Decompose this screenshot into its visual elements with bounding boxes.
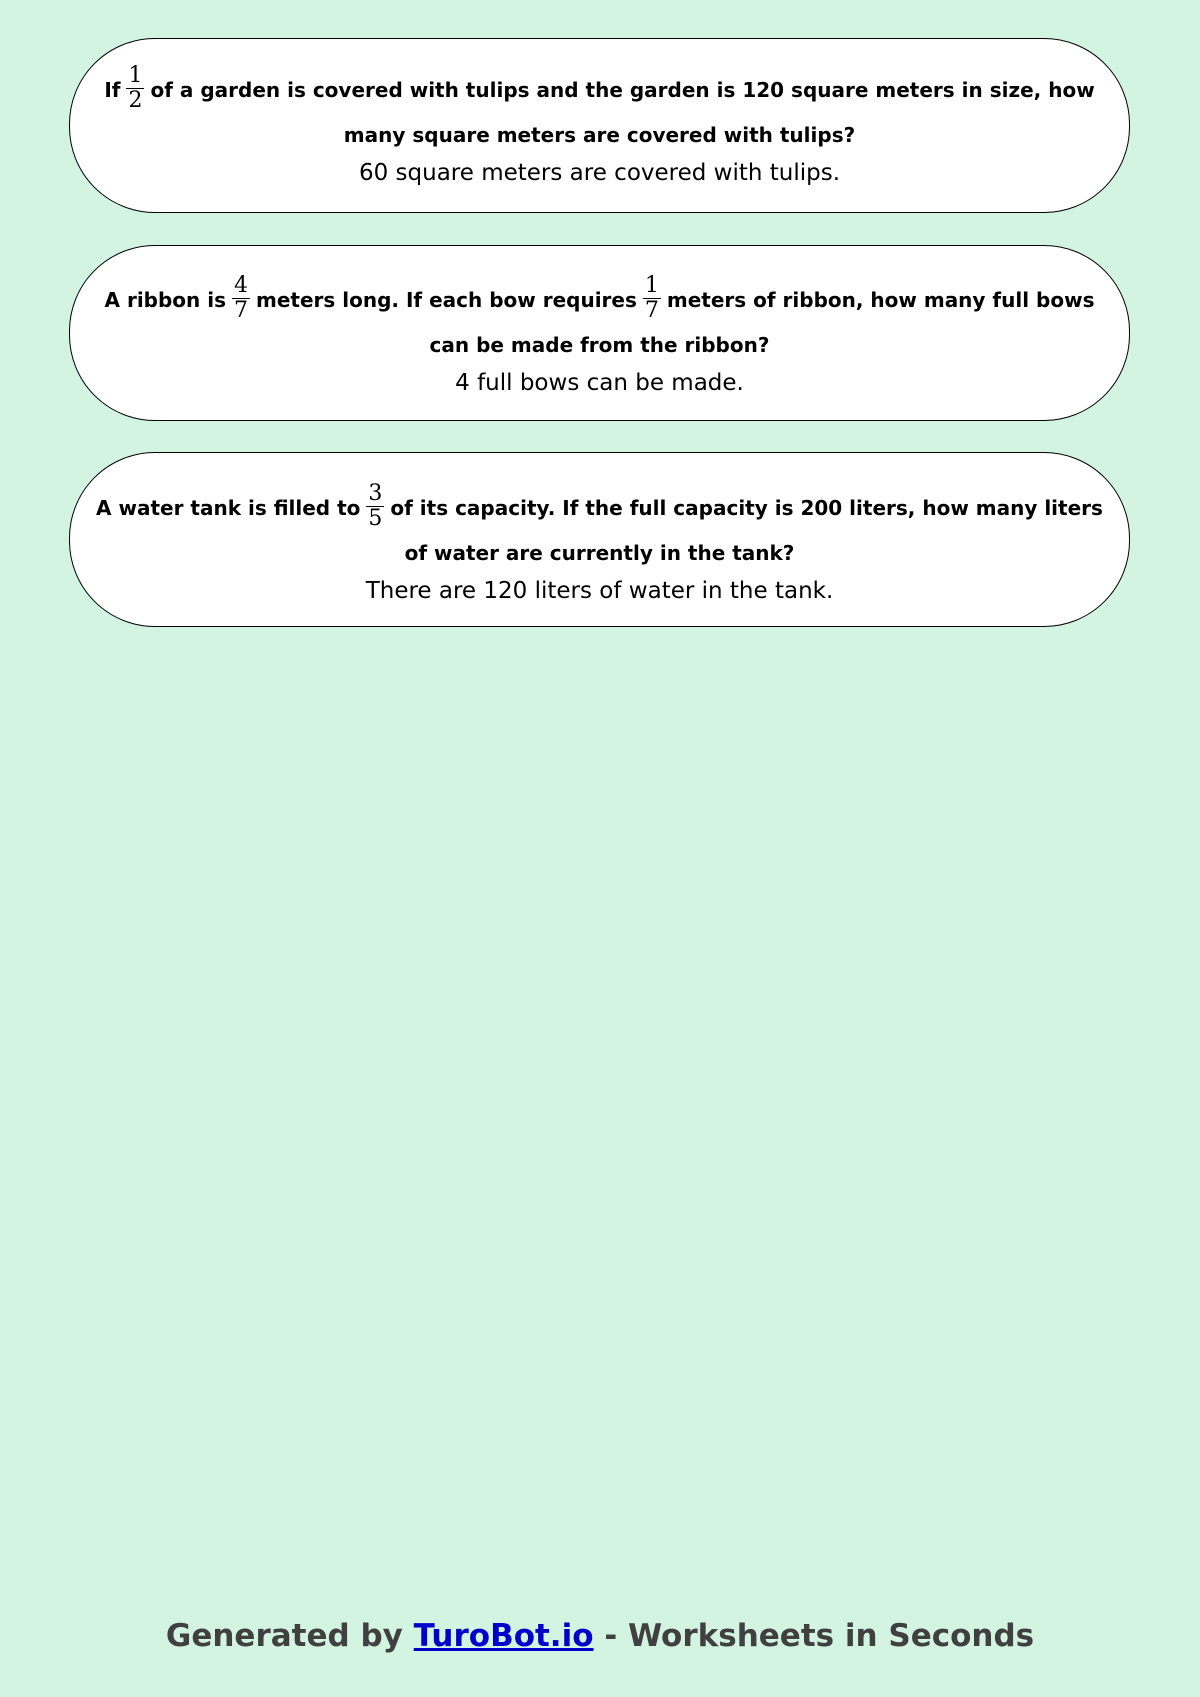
footer-suffix: - Worksheets in Seconds (604, 1618, 1035, 1654)
question-text (70, 273, 1129, 364)
fraction-numerator: 1 (644, 273, 659, 298)
question-text-end: of its capacity. If the full capacity is 200 liters, how many liters of water are currently in the tank? (390, 496, 1103, 565)
question-text-start: If (104, 78, 121, 102)
fraction-denominator: 7 (234, 298, 249, 323)
fraction (643, 274, 661, 323)
question-text-start: A water tank is filled to (96, 496, 361, 520)
question-text (70, 63, 1129, 154)
question-text (70, 481, 1129, 572)
question-text-middle: meters long. If each bow requires (256, 288, 637, 312)
fraction-denominator: 2 (128, 88, 143, 113)
question-text-start: A ribbon is (104, 288, 227, 312)
question-text-end: of a garden is covered with tulips and the garden is 120 square meters in size, how many square meters are covered with tulips? (150, 78, 1095, 147)
fraction-numerator: 4 (234, 273, 249, 298)
answer-text: 60 square meters are covered with tulips. (358, 160, 841, 186)
fraction-denominator: 7 (644, 298, 659, 323)
answer-text: There are 120 liters of water in the tank. (365, 578, 834, 604)
footer-prefix: Generated by (165, 1618, 403, 1654)
answer-text: 4 full bows can be made. (455, 370, 744, 396)
fraction-numerator: 3 (368, 481, 383, 506)
problem-card-3 (69, 452, 1130, 627)
footer (0, 1618, 1200, 1654)
fraction-numerator: 1 (128, 63, 143, 88)
problem-card-1 (69, 38, 1130, 213)
fraction-denominator: 5 (368, 506, 383, 531)
fraction (126, 64, 144, 113)
question-text-end: meters of ribbon, how many full bows can be made from the ribbon? (429, 288, 1095, 357)
problem-card-2 (69, 245, 1130, 421)
turobot-link[interactable]: TuroBot.io (413, 1618, 594, 1654)
fraction (232, 274, 250, 323)
fraction (366, 482, 384, 531)
